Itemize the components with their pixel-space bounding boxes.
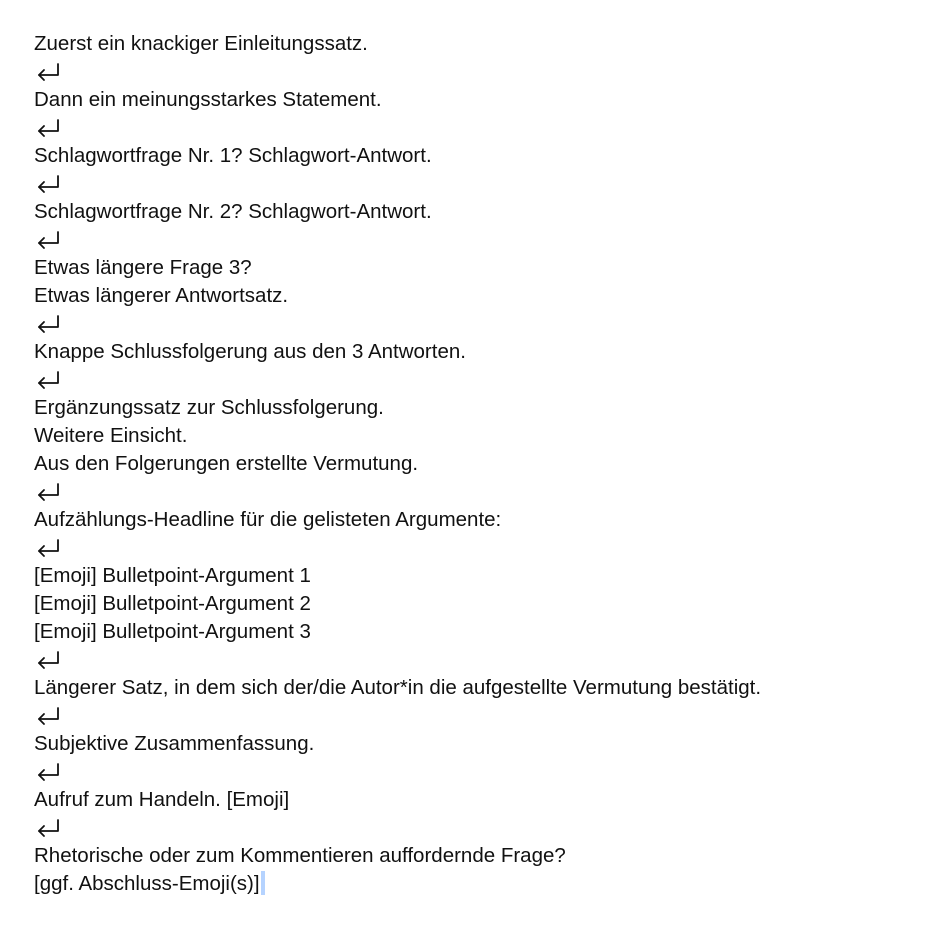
text-line <box>34 730 924 758</box>
paragraph-return-line <box>34 114 924 142</box>
return-arrow-icon <box>34 702 62 730</box>
text-line-content: [Emoji] Bulletpoint-Argument 2 <box>34 592 311 615</box>
paragraph-return-line <box>34 310 924 338</box>
paragraph-return-line <box>34 814 924 842</box>
text-line-content: Dann ein meinungsstarkes Statement. <box>34 88 382 111</box>
text-line <box>34 422 924 450</box>
paragraph-return-line <box>34 758 924 786</box>
text-line-content: [Emoji] Bulletpoint-Argument 1 <box>34 564 311 587</box>
paragraph-return-line <box>34 702 924 730</box>
text-line <box>34 618 924 646</box>
text-line <box>34 394 924 422</box>
text-line <box>34 842 924 870</box>
return-arrow-icon <box>34 114 62 142</box>
text-line <box>34 506 924 534</box>
paragraph-return-line <box>34 534 924 562</box>
paragraph-return-line <box>34 58 924 86</box>
text-line-content: Schlagwortfrage Nr. 1? Schlagwort-Antwort. <box>34 144 432 167</box>
text-line <box>34 786 924 814</box>
text-line-content: Subjektive Zusammenfassung. <box>34 732 315 755</box>
text-line-content: Schlagwortfrage Nr. 2? Schlagwort-Antwort. <box>34 200 432 223</box>
text-line <box>34 86 924 114</box>
return-arrow-icon <box>34 534 62 562</box>
return-arrow-icon <box>34 226 62 254</box>
return-arrow-icon <box>34 58 62 86</box>
paragraph-return-line <box>34 366 924 394</box>
paragraph-return-line <box>34 646 924 674</box>
return-arrow-icon <box>34 366 62 394</box>
text-line <box>34 198 924 226</box>
text-line-content: Knappe Schlussfolgerung aus den 3 Antworten. <box>34 340 466 363</box>
text-line <box>34 30 924 58</box>
paragraph-return-line <box>34 478 924 506</box>
text-line-content: Etwas längerer Antwortsatz. <box>34 284 289 307</box>
text-line-content: Etwas längere Frage 3? <box>34 256 252 279</box>
text-line <box>34 590 924 618</box>
return-arrow-icon <box>34 478 62 506</box>
text-line <box>34 338 924 366</box>
text-line <box>34 282 924 310</box>
text-line <box>34 870 924 898</box>
text-line <box>34 254 924 282</box>
text-cursor <box>261 871 265 895</box>
text-line <box>34 142 924 170</box>
text-line <box>34 562 924 590</box>
text-line-content: [ggf. Abschluss-Emoji(s)] <box>34 872 260 895</box>
return-arrow-icon <box>34 758 62 786</box>
return-arrow-icon <box>34 170 62 198</box>
text-line-content: Ergänzungssatz zur Schlussfolgerung. <box>34 396 384 419</box>
document-body[interactable] <box>34 30 924 898</box>
text-line-content: Weitere Einsicht. <box>34 424 188 447</box>
text-line-content: Aus den Folgerungen erstellte Vermutung. <box>34 452 419 475</box>
text-line-content: Aufzählungs-Headline für die gelisteten Argumente: <box>34 508 502 531</box>
return-arrow-icon <box>34 310 62 338</box>
paragraph-return-line <box>34 170 924 198</box>
text-line <box>34 450 924 478</box>
return-arrow-icon <box>34 646 62 674</box>
text-line-content: Aufruf zum Handeln. [Emoji] <box>34 788 290 811</box>
paragraph-return-line <box>34 226 924 254</box>
text-line-content: Längerer Satz, in dem sich der/die Autor*in die aufgestellte Vermutung bestätigt. <box>34 676 762 699</box>
text-line-content: [Emoji] Bulletpoint-Argument 3 <box>34 620 311 643</box>
return-arrow-icon <box>34 814 62 842</box>
text-line <box>34 674 924 702</box>
text-line-content: Rhetorische oder zum Kommentieren auffordernde Frage? <box>34 844 566 867</box>
text-line-content: Zuerst ein knackiger Einleitungssatz. <box>34 32 368 55</box>
